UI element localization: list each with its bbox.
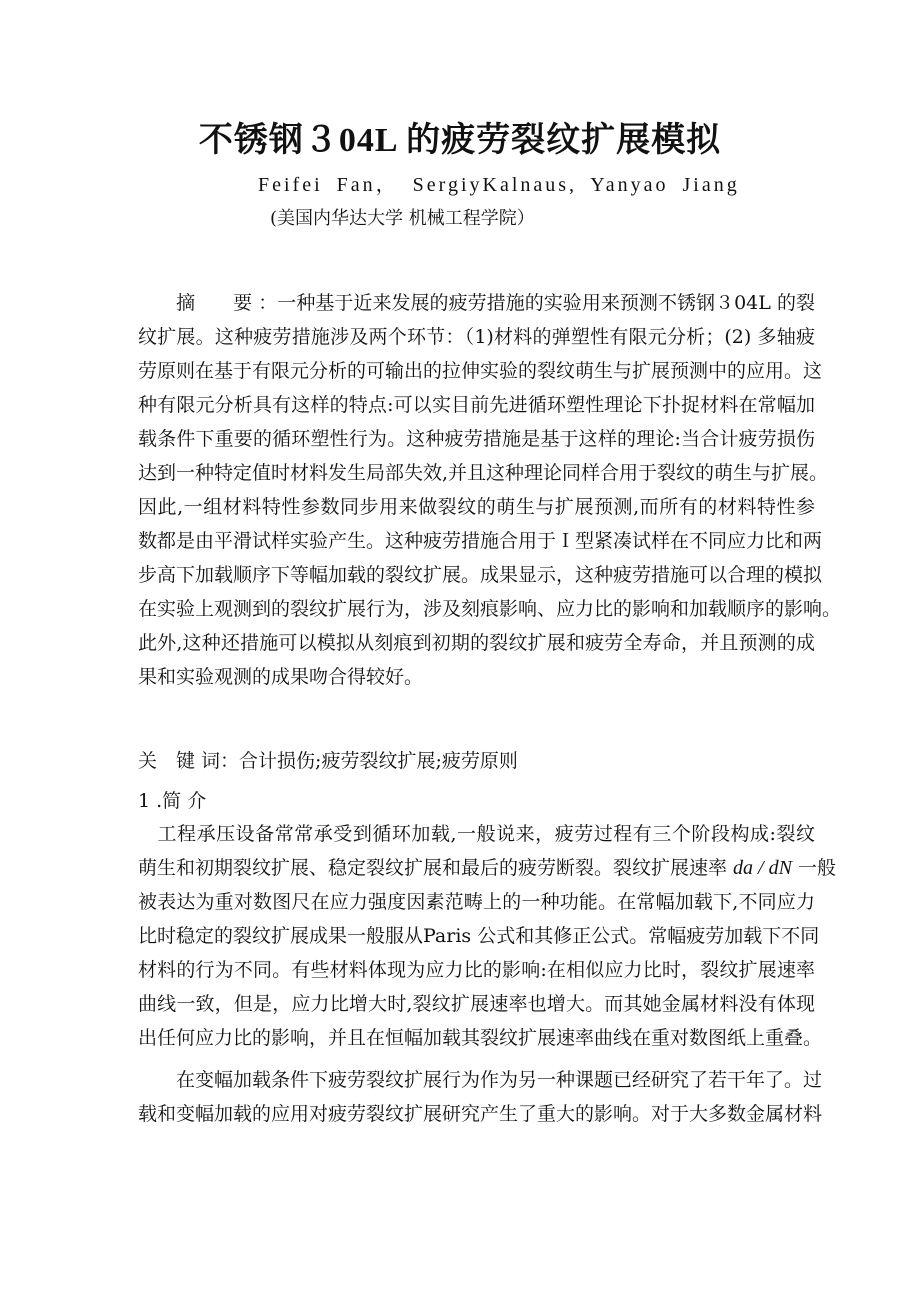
text-segment: 被表达为重对数图尺在应力强度因素范畴上的一种功能。在常幅加载下,不同应力 xyxy=(138,891,815,913)
text-segment: 萌生和初期裂纹扩展、稳定裂纹扩展和最后的疲劳断裂。裂纹扩展速率 xyxy=(138,857,734,879)
math-expression: da / dN xyxy=(733,857,792,879)
text-line xyxy=(138,495,815,519)
text-line xyxy=(138,325,815,349)
text-segment: 载条件下重要的循环塑性行为。这种疲劳措施是基于这样的理论:当合计疲劳损伤 xyxy=(138,428,815,450)
text-line xyxy=(138,1102,823,1126)
text-line xyxy=(138,427,815,451)
text-segment: 劳原则在基于有限元分析的可输出的拉伸实验的裂纹萌生与扩展预测中的应用。这 xyxy=(138,360,823,382)
text-segment: 一般 xyxy=(791,857,836,879)
keywords: 关 键 词：合计损伤;疲劳裂纹扩展;疲劳原则 xyxy=(138,750,518,772)
affiliation: (美国内华达大学 机械工程学院） xyxy=(270,208,535,229)
text-segment: 材料的行为不同。有些材料体现为应力比的影响:在相似应力比时，裂纹扩展速率 xyxy=(138,959,815,981)
text-segment: 因此,一组材料特性参数同步用来做裂纹的萌生与扩展预测,而所有的材料特性参 xyxy=(138,496,815,518)
text-line xyxy=(138,890,815,914)
text-line xyxy=(138,461,829,485)
section-heading: 1 .简 介 xyxy=(138,790,207,812)
text-line xyxy=(138,563,823,587)
text-segment: 达到一种特定值时材料发生局部失效,并且这种理论同样合用于裂纹的萌生与扩展。 xyxy=(138,462,829,484)
text-line xyxy=(138,958,815,982)
text-segment: 载和变幅加载的应用对疲劳裂纹扩展研究产生了重大的影响。对于大多数金属材料 xyxy=(138,1103,823,1125)
text-line xyxy=(138,529,823,553)
text-line xyxy=(138,291,815,315)
text-line xyxy=(138,393,815,417)
text-line xyxy=(138,1068,823,1092)
text-segment: 出任何应力比的影响，并且在恒幅加载其裂纹扩展速率曲线在重对数图纸上重叠。 xyxy=(138,1027,823,1049)
text-segment: 比时稳定的裂纹扩展成果一般服从Paris 公式和其修正公式。常幅疲劳加载下不同 xyxy=(138,925,820,947)
text-segment: 在变幅加载条件下疲劳裂纹扩展行为作为另一种课题已经研究了若干年了。过 xyxy=(138,1069,823,1091)
text-line xyxy=(138,665,815,689)
text-segment: 工程承压设备常常承受到循环加载,一般说来，疲劳过程有三个阶段构成:裂纹 xyxy=(138,823,815,845)
text-segment: 数都是由平滑试样实验产生。这种疲劳措施合用于Ｉ型紧凑试样在不同应力比和两 xyxy=(138,530,823,552)
document-title: 不锈钢３04L 的疲劳裂纹扩展模拟 xyxy=(198,122,722,159)
text-segment: 纹扩展。这种疲劳措施涉及两个环节：（1)材料的弹塑性有限元分析；(2) 多轴疲 xyxy=(138,326,815,348)
authors: Feifei Fan， SergiyKalnaus, Yanyao Jiang xyxy=(258,174,740,196)
text-segment: 果和实验观测的成果吻合得较好。 xyxy=(138,666,424,688)
text-line xyxy=(138,822,815,846)
text-segment: 种有限元分析具有这样的特点:可以实目前先进循环塑性理论下扑捉材料在常幅加 xyxy=(138,394,815,416)
text-segment: 在实验上观测到的裂纹扩展行为，涉及刻痕影响、应力比的影响和加载顺序的影响。 xyxy=(138,598,842,620)
text-line xyxy=(138,992,815,1016)
text-line xyxy=(138,359,823,383)
text-line xyxy=(138,597,842,621)
text-segment: 摘 要 ：一种基于近来发展的疲劳措施的实验用来预测不锈钢３04L 的裂 xyxy=(138,292,815,314)
text-line xyxy=(138,631,815,655)
text-line xyxy=(138,856,836,880)
text-line xyxy=(138,1026,823,1050)
text-segment: 此外,这种还措施可以模拟从刻痕到初期的裂纹扩展和疲劳全寿命，并且预测的成 xyxy=(138,632,815,654)
text-segment: 步高下加载顺序下等幅加载的裂纹扩展。成果显示，这种疲劳措施可以合理的模拟 xyxy=(138,564,823,586)
text-line xyxy=(138,924,820,948)
text-segment: 曲线一致，但是，应力比增大时,裂纹扩展速率也增大。而其她金属材料没有体现 xyxy=(138,993,815,1015)
